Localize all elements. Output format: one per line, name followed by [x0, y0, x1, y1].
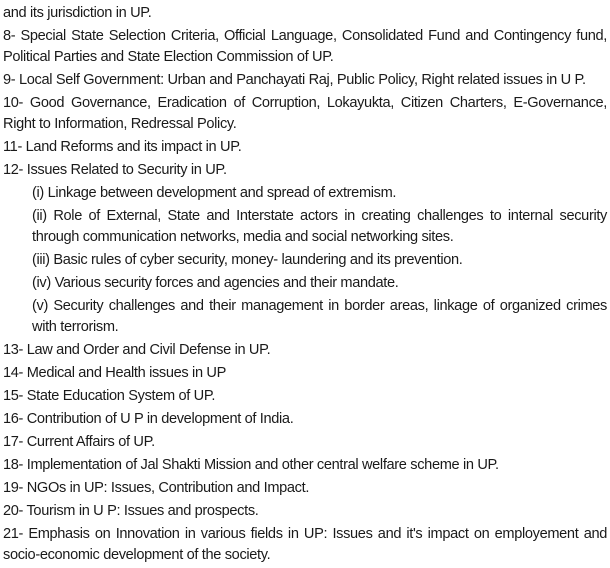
item-16-contribution: 16- Contribution of U P in development of India.: [3, 411, 294, 427]
item-20-tourism: 20- Tourism in U P: Issues and prospects.: [3, 503, 259, 519]
item-21-innovation: 21- Emphasis on Innovation in various fields in UP: Issues and it's impact on employement and socio-economic development of the society.: [3, 526, 607, 563]
item-15-education-system: 15- State Education System of UP.: [3, 388, 216, 404]
item-10-good-governance: 10- Good Governance, Eradication of Corruption, Lokayukta, Citizen Charters, E-Governance, Right to Information, Redressal Policy.: [3, 95, 607, 132]
subitem-12-v-border-areas: (v) Security challenges and their management in border areas, linkage of organized crimes with terrorism.: [32, 298, 607, 335]
subitem-12-ii-external-actors: (ii) Role of External, State and Interstate actors in creating challenges to internal security through communication networks, media and social networking sites.: [32, 208, 607, 245]
item-18-jal-shakti: 18- Implementation of Jal Shakti Mission and other central welfare scheme in UP.: [3, 457, 499, 473]
item-19-ngos: 19- NGOs in UP: Issues, Contribution and Impact.: [3, 480, 310, 496]
item-11-land-reforms: 11- Land Reforms and its impact in UP.: [3, 139, 242, 155]
syllabus-document: [3, 3, 607, 568]
item-14-medical-health: 14- Medical and Health issues in UP: [3, 365, 226, 381]
item-12-security-issues: 12- Issues Related to Security in UP.: [3, 162, 227, 178]
subitem-12-iv-security-forces: (iv) Various security forces and agencies and their mandate.: [32, 275, 399, 291]
item-17-current-affairs: 17- Current Affairs of UP.: [3, 434, 155, 450]
item-9-local-self-government: 9- Local Self Government: Urban and Panchayati Raj, Public Policy, Right related issues in U P.: [3, 72, 586, 88]
item-13-law-and-order: 13- Law and Order and Civil Defense in UP.: [3, 342, 271, 358]
subitem-12-iii-cyber-security: (iii) Basic rules of cyber security, money- laundering and its prevention.: [32, 252, 463, 268]
item-8-special-state-criteria: 8- Special State Selection Criteria, Official Language, Consolidated Fund and Contingency fund, Political Parties and State Election Commission of UP.: [3, 28, 607, 65]
subitem-12-i-extremism: (i) Linkage between development and spread of extremism.: [32, 185, 397, 201]
paragraph-jurisdiction-continued: and its jurisdiction in UP.: [3, 5, 152, 21]
